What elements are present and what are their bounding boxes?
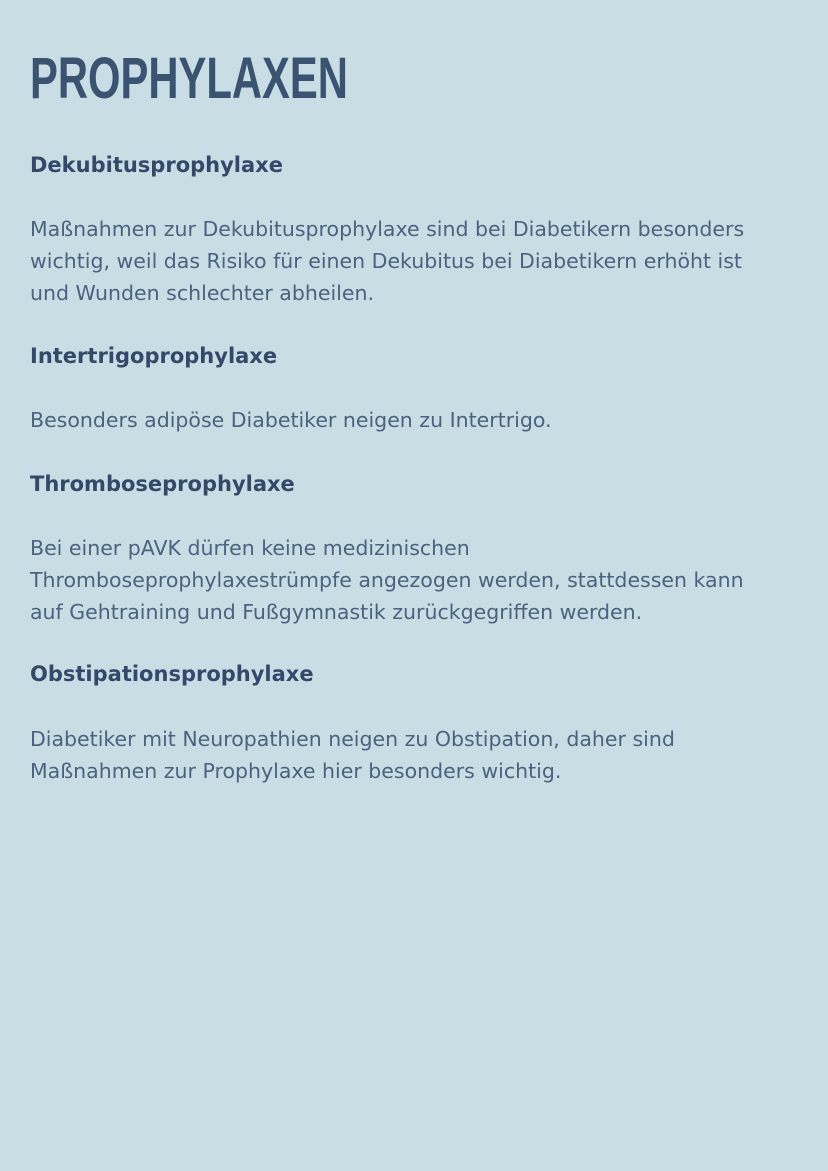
section-text-intertrigoprophylaxe: Besonders adipöse Diabetiker neigen zu Intertrigo. — [30, 408, 552, 432]
section-text-thromboseprophylaxe: Bei einer pAVK dürfen keine medizinischen Thromboseprophylaxestrümpfe angezogen werden, stattdessen kann auf Gehtraining und Fußgymnastik zurückgegriffen werden. — [30, 536, 744, 624]
section-text-obstipationsprophylaxe: Diabetiker mit Neuropathien neigen zu Obstipation, daher sind Maßnahmen zur Prophylaxe hier besonders wichtig. — [30, 727, 675, 783]
section-heading-dekubitusprophylaxe: Dekubitusprophylaxe — [30, 153, 283, 177]
page-title: PROPHYLAXEN — [30, 46, 348, 111]
section-heading-thromboseprophylaxe: Thromboseprophylaxe — [30, 472, 295, 496]
section-heading-obstipationsprophylaxe: Obstipationsprophylaxe — [30, 662, 314, 686]
section-text-dekubitusprophylaxe: Maßnahmen zur Dekubitusprophylaxe sind bei Diabetikern besonders wichtig, weil das Risiko für einen Dekubitus bei Diabetikern erhöht ist und Wunden schlechter abheilen. — [30, 217, 745, 305]
section-heading-intertrigoprophylaxe: Intertrigoprophylaxe — [30, 344, 278, 368]
